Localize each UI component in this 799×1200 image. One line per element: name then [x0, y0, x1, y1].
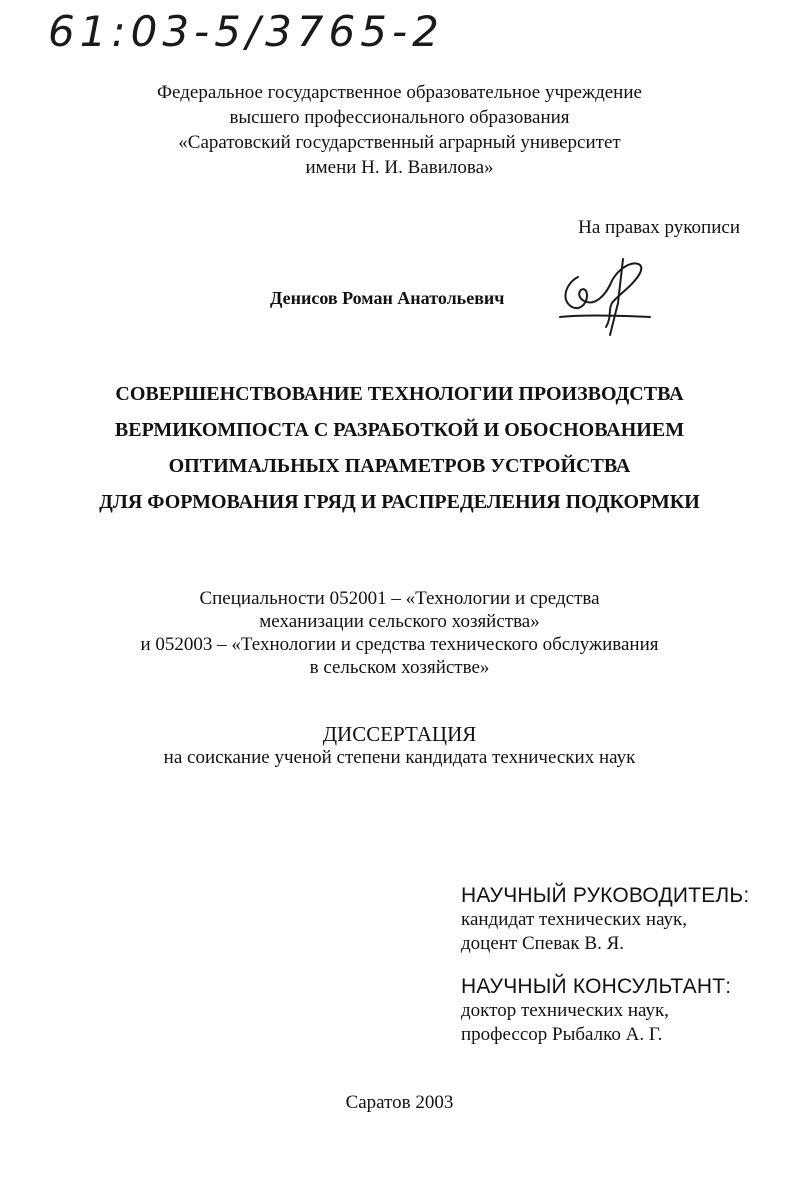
city-year: Саратов 2003	[345, 1092, 454, 1113]
consultant-role: НАУЧНЫЙ КОНСУЛЬТАНТ:	[461, 975, 732, 998]
institution-line: «Саратовский государственный аграрный университет	[178, 132, 621, 153]
supervisor-name: доцент Спевак В. Я.	[461, 933, 624, 954]
title-line: ОПТИМАЛЬНЫХ ПАРАМЕТРОВ УСТРОЙСТВА	[168, 455, 631, 477]
supervisor-role: НАУЧНЫЙ РУКОВОДИТЕЛЬ:	[461, 884, 750, 907]
dissertation-subtitle: на соискание ученой степени кандидата технических наук	[163, 747, 636, 768]
supervisor-degree: кандидат технических наук,	[461, 909, 688, 930]
institution-line: имени Н. И. Вавилова»	[305, 157, 494, 178]
manuscript-rights-note: На правах рукописи	[578, 217, 740, 238]
supervisor-block	[461, 884, 749, 956]
institution-line: Федеральное государственное образовательное учреждение	[157, 82, 642, 103]
dissertation-block	[0, 723, 799, 769]
dissertation-heading: ДИССЕРТАЦИЯ	[322, 722, 477, 746]
specialty-line: и 052003 – «Технологии и средства технического обслуживания	[140, 634, 659, 655]
consultant-name: профессор Рыбалко А. Г.	[461, 1024, 663, 1045]
consultant-block	[461, 975, 731, 1047]
title-line: СОВЕРШЕНСТВОВАНИЕ ТЕХНОЛОГИИ ПРОИЗВОДСТВА	[115, 383, 684, 405]
archive-code-text: 61:03-5/3765-2	[48, 7, 444, 56]
author-name: Денисов Роман Анатольевич	[270, 288, 505, 308]
institution-line: высшего профессионального образования	[229, 107, 570, 128]
author-signature	[548, 255, 658, 340]
specialties-block	[0, 587, 799, 679]
dissertation-title	[0, 376, 799, 520]
specialty-line: механизации сельского хозяйства»	[259, 611, 540, 632]
title-line: ДЛЯ ФОРМОВАНИЯ ГРЯД И РАСПРЕДЕЛЕНИЯ ПОДКОРМКИ	[99, 491, 700, 513]
specialty-line: Специальности 052001 – «Технологии и средства	[199, 588, 600, 609]
specialty-line: в сельском хозяйстве»	[309, 657, 490, 678]
consultant-degree: доктор технических наук,	[461, 1000, 669, 1021]
institution-block	[0, 80, 799, 180]
title-line: ВЕРМИКОМПОСТА С РАЗРАБОТКОЙ И ОБОСНОВАНИЕМ	[114, 419, 685, 441]
handwritten-archive-code	[48, 2, 548, 62]
